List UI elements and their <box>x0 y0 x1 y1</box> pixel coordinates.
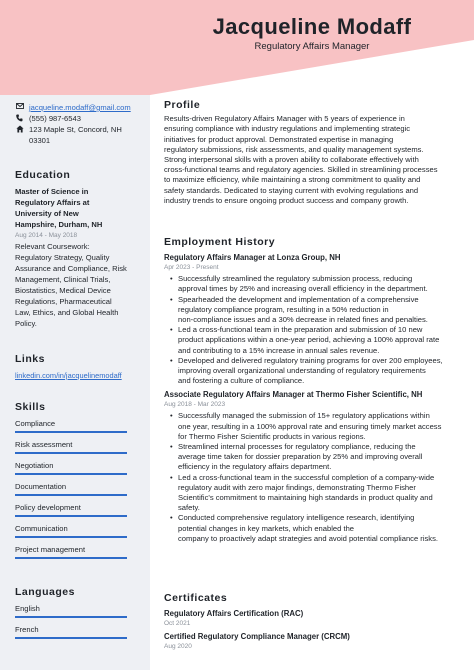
profile-line: to maximize efficiency, while maintaining a strong commitment to quality and <box>164 175 421 185</box>
certificate-title: Regulatory Affairs Certification (RAC) <box>164 609 304 619</box>
job-bullets <box>164 411 462 544</box>
job-bullet <box>178 356 462 387</box>
skill-item <box>15 544 139 559</box>
job-bullet-line: product applications within a one-year period, achieving a 100% approval rate <box>178 335 440 345</box>
skill-item <box>15 523 139 538</box>
coursework-line: Management, Clinical Trials, <box>15 275 111 284</box>
contact-email-row <box>15 102 139 113</box>
candidate-name: Jacqueline Modaff <box>212 14 412 39</box>
job-bullet-line: average time taken for dossier preparation by 25% and improving overall <box>178 452 423 462</box>
job-bullet-line: • Spearheaded the development and implementation of a comprehensive <box>178 294 419 304</box>
jobs-list <box>164 252 462 544</box>
coursework-line: Law, Ethics, and Global Health <box>15 308 119 317</box>
skill-label: Documentation <box>15 482 67 491</box>
skill-item <box>15 460 139 475</box>
certificates-section <box>164 593 462 653</box>
education-section <box>15 170 139 329</box>
contact-address-line1: 123 Maple St, Concord, NH <box>29 125 122 134</box>
skill-item <box>15 439 139 454</box>
skill-level-fill <box>15 494 127 496</box>
profile-line: initiatives for product approval. Demonstrated expertise in managing <box>164 134 394 144</box>
skill-level-bar <box>15 473 127 475</box>
sidebar-background <box>0 0 150 670</box>
job-bullet-line: Scientific's commitment to maintaining high standards in product quality and <box>178 493 433 503</box>
employment-section <box>164 237 462 544</box>
job-bullet-line: company to proactively adapt strategies and avoid potential compliance risks. <box>178 533 439 543</box>
education-degree <box>15 186 139 230</box>
education-degree-line: Master of Science in <box>15 187 89 196</box>
skill-label: Compliance <box>15 419 56 428</box>
coursework-line: Policy. <box>15 319 37 328</box>
skills-list <box>15 418 139 559</box>
skill-level-fill <box>15 536 127 538</box>
profile-summary <box>164 114 462 206</box>
job-bullet-line: • Led a cross-functional team in the successful completion of a company-wide <box>178 472 435 482</box>
certificate-item <box>164 608 462 628</box>
contact-phone-row <box>15 113 139 124</box>
languages-section <box>15 587 139 645</box>
skill-level-bar <box>15 431 127 433</box>
skill-label: Communication <box>15 524 68 533</box>
language-level-bar <box>15 637 127 639</box>
skill-label: Project management <box>15 545 86 554</box>
profile-line: cross-functional teams and regulatory agencies. Skilled in streamlining processes <box>164 165 438 175</box>
job-bullet-line: • Successfully managed the submission of 15+ regulatory applications within <box>178 411 430 421</box>
job-bullet-line: for Thermo Fisher Scientific products in various regions. <box>178 431 366 441</box>
coursework-line: Regulatory Strategy, Quality <box>15 253 110 262</box>
job-bullet-line: potential changes in key markets, which enabled the <box>178 523 355 533</box>
job-title: Associate Regulatory Affairs Manager at Thermo Fisher Scientific, NH <box>164 390 423 400</box>
language-level-bar <box>15 616 127 618</box>
skill-level-fill <box>15 473 127 475</box>
certificates-heading: Certificates <box>164 592 228 604</box>
job-bullet <box>178 442 462 473</box>
profile-line: regulatory submissions, risk assessments, and quality management systems. <box>164 144 424 154</box>
skill-level-bar <box>15 494 127 496</box>
education-heading: Education <box>15 169 71 181</box>
coursework-line: Regulations, Pharmaceutical <box>15 297 112 306</box>
job-bullet-line: one year, resulting in a 100% approval rate and ensuring timely market access <box>178 421 442 431</box>
contact-address-row <box>15 124 139 146</box>
education-coursework <box>15 241 139 329</box>
coursework-line: Biostatistics, Medical Device <box>15 286 111 295</box>
job-bullet-line: • Successfully streamlined the regulatory submission process, reducing <box>178 274 413 284</box>
job-bullet-line: approval times by 25% and increasing overall efficiency in the department. <box>178 284 428 294</box>
job-dates: Apr 2023 - Present <box>164 264 219 272</box>
profile-line: safety standards. Dedicated to staying current with evolving regulations and <box>164 185 419 195</box>
profile-line: industry trends to ensure ongoing product success and company growth. <box>164 195 409 205</box>
job-bullet <box>178 411 462 442</box>
languages-heading: Languages <box>15 586 75 598</box>
education-degree-line: University of New <box>15 209 79 218</box>
linkedin-link[interactable]: linkedin.com/in/jacquelinemodaff <box>15 371 122 380</box>
contact-address <box>29 124 122 146</box>
skills-section <box>15 402 139 565</box>
certificate-date: Oct 2021 <box>164 620 191 628</box>
profile-section <box>164 100 462 206</box>
links-section <box>15 354 139 381</box>
job-bullet-line: • Conducted comprehensive regulatory intelligence research, identifying <box>178 513 415 523</box>
skill-level-fill <box>15 431 127 433</box>
job-bullet <box>178 295 462 326</box>
envelope-icon <box>15 102 24 109</box>
job-bullet-line: and contributing to a 15% increase in annual sales revenue. <box>178 345 380 355</box>
job-entry <box>164 252 462 386</box>
skill-item <box>15 418 139 433</box>
job-bullet-line: and fostering a culture of compliance. <box>178 376 305 386</box>
job-bullet-line: regulatory compliance program, resulting in a 50% reduction in <box>178 304 389 314</box>
skill-level-bar <box>15 536 127 538</box>
certificate-item <box>164 631 462 651</box>
skill-level-bar <box>15 515 127 517</box>
job-bullet-line: • Led a cross-functional team in the preparation and submission of 10 new <box>178 325 423 335</box>
certificate-title: Certified Regulatory Compliance Manager (CRCM) <box>164 632 350 642</box>
home-icon <box>15 124 24 133</box>
language-label: French <box>15 625 39 634</box>
skill-item <box>15 481 139 496</box>
skill-label: Risk assessment <box>15 440 73 449</box>
languages-list <box>15 603 139 639</box>
job-bullet <box>178 325 462 356</box>
language-level-fill <box>15 637 127 639</box>
job-bullet-line: safety. <box>178 503 200 513</box>
skills-heading: Skills <box>15 401 46 413</box>
job-title: Regulatory Affairs Manager at Lonza Group, NH <box>164 253 341 263</box>
language-label: English <box>15 604 40 613</box>
profile-line: ensuring compliance with industry regulations and implementing strategic <box>164 124 411 134</box>
job-bullet <box>178 513 462 544</box>
job-bullet-line: non-compliance issues and a 30% decrease in related fines and penalties. <box>178 315 428 325</box>
skill-label: Policy development <box>15 503 81 512</box>
job-bullet-line: efficiency in the regulatory affairs department. <box>178 462 332 472</box>
education-dates: Aug 2014 - May 2018 <box>15 232 78 239</box>
education-degree-line: Regulatory Affairs at <box>15 198 90 207</box>
contact-section <box>15 102 139 146</box>
job-bullet-line: regulatory audit with zero major findings, demonstrating Thermo Fisher <box>178 482 416 492</box>
job-bullet-line: • Developed and delivered regulatory training programs for over 200 employees, <box>178 355 443 365</box>
skill-level-fill <box>15 452 127 454</box>
language-item <box>15 624 139 639</box>
contact-address-line2: 03301 <box>29 136 51 145</box>
employment-heading: Employment History <box>164 236 276 248</box>
skill-level-fill <box>15 515 127 517</box>
candidate-job-title: Regulatory Affairs Manager <box>254 41 370 52</box>
job-bullet-line: • Streamlined internal processes for regulatory compliance, reducing the <box>178 442 416 452</box>
skill-level-bar <box>15 452 127 454</box>
certificates-list <box>164 608 462 651</box>
certificate-date: Aug 2020 <box>164 643 192 651</box>
contact-email-link[interactable]: jacqueline.modaff@gmail.com <box>29 103 131 112</box>
skill-level-fill <box>15 557 127 559</box>
profile-heading: Profile <box>164 99 201 111</box>
coursework-line: Relevant Coursework: <box>15 242 90 251</box>
education-degree-line: Hampshire, Durham, NH <box>15 220 103 229</box>
links-heading: Links <box>15 353 45 365</box>
skill-label: Negotiation <box>15 461 54 470</box>
job-bullet <box>178 274 462 294</box>
profile-line: Results-driven Regulatory Affairs Manager with 5 years of experience in <box>164 114 405 124</box>
job-bullet <box>178 473 462 514</box>
skill-item <box>15 502 139 517</box>
job-dates: Aug 2018 - Mar 2023 <box>164 401 226 409</box>
contact-phone: (555) 987-6543 <box>29 114 81 123</box>
job-bullets <box>164 274 462 386</box>
job-entry <box>164 389 462 544</box>
language-item <box>15 603 139 618</box>
skill-level-bar <box>15 557 127 559</box>
language-level-fill <box>15 616 127 618</box>
coursework-line: Assurance and Compliance, Risk <box>15 264 127 273</box>
job-bullet-line: improving overall organizational understanding of regulatory requirements <box>178 366 426 376</box>
profile-line: Strong interpersonal skills with a proven ability to collaborate effectively with <box>164 155 419 165</box>
phone-icon <box>15 113 24 122</box>
